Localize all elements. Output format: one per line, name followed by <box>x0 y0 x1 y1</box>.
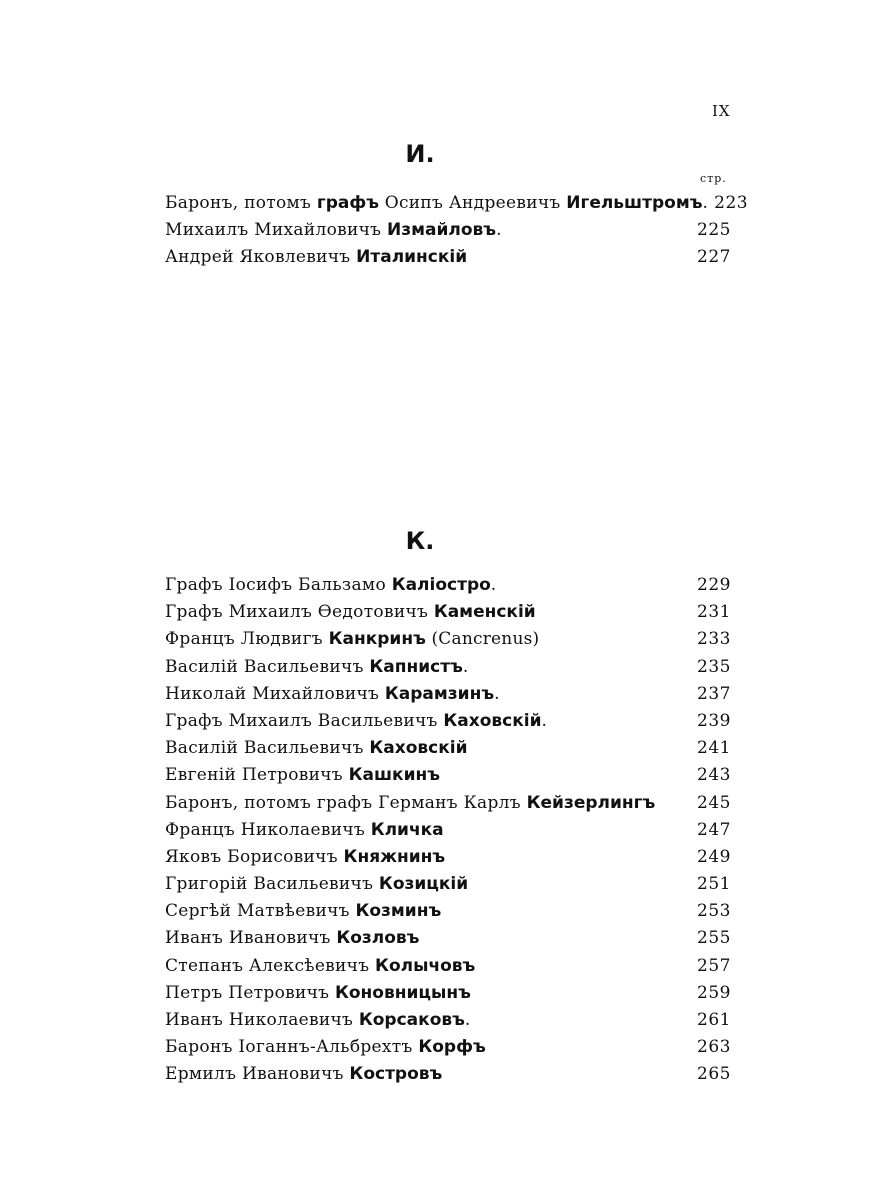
entry-surname: Игельштромъ <box>566 193 703 213</box>
entry-surname: Карамзинъ <box>384 683 495 704</box>
toc-entry-page: 257 <box>697 955 731 976</box>
toc-entry-page: 251 <box>697 874 731 895</box>
entry-suffix: . <box>496 220 502 241</box>
toc-entry-name <box>165 847 691 867</box>
entry-surname: Костровъ <box>349 1064 443 1085</box>
entry-suffix: . <box>702 193 709 213</box>
toc-entry-name <box>165 928 691 948</box>
toc-entry-page: 259 <box>697 982 731 1003</box>
section-heading-i: И. <box>405 140 435 168</box>
entry-given-names: Петръ Петровичъ <box>165 982 335 1003</box>
entry-given-names: Николай Михайловичъ <box>165 683 385 704</box>
toc-entry <box>165 711 731 738</box>
toc-entry-name <box>165 1064 691 1084</box>
toc-entry <box>165 901 731 928</box>
toc-entry-page: 225 <box>697 220 731 241</box>
toc-entry-page: 231 <box>697 602 731 623</box>
entry-suffix: . <box>462 656 469 677</box>
entry-suffix: . <box>541 710 548 731</box>
toc-entry-name <box>165 738 691 758</box>
entry-given-names: Василій Васильевичъ <box>165 738 370 759</box>
toc-entry <box>165 575 731 602</box>
toc-entry <box>165 820 731 847</box>
entry-surname: Колычовъ <box>375 955 476 976</box>
toc-entry <box>165 874 731 901</box>
entry-surname: Каменскій <box>433 602 536 623</box>
entry-surname: Каліостро <box>391 575 491 595</box>
toc-entry-name <box>165 765 691 785</box>
entry-given-names: Осипъ Андреевичъ <box>379 193 567 213</box>
toc-entry <box>165 602 731 629</box>
toc-entry <box>165 1064 731 1091</box>
entry-surname: Коновницынъ <box>334 982 471 1003</box>
toc-entry-name <box>165 220 691 240</box>
entry-given-names: Баронъ, потомъ графъ Германъ Карлъ <box>165 792 527 813</box>
toc-entry-name <box>165 956 691 976</box>
toc-entry-page: 263 <box>697 1037 731 1058</box>
toc-entry-page: 227 <box>697 247 731 268</box>
entry-given-names: Францъ Николаевичъ <box>165 819 371 840</box>
toc-entry-name <box>165 684 691 704</box>
toc-entry-page: 249 <box>697 846 731 867</box>
entry-surname: Кличка <box>370 819 444 840</box>
toc-entry <box>165 629 731 656</box>
entry-given-names: Григорій Васильевичъ <box>165 874 379 895</box>
toc-entry-page: 241 <box>697 738 731 759</box>
toc-entry-page: 223 <box>714 193 749 213</box>
toc-entry-name <box>165 901 691 921</box>
toc-entry <box>165 928 731 955</box>
toc-list-k <box>165 575 731 1092</box>
entry-surname: Козминъ <box>355 901 442 922</box>
toc-entry-page: 229 <box>697 575 731 595</box>
entry-given-names: Францъ Людвигъ <box>165 629 329 650</box>
page-column-label: стр. <box>700 172 727 185</box>
toc-list-i <box>165 193 749 275</box>
toc-entry <box>165 1037 731 1064</box>
toc-entry-page: 261 <box>697 1010 731 1030</box>
entry-given-names: Иванъ Ивановичъ <box>165 928 337 949</box>
entry-given-names: Иванъ Николаевичъ <box>165 1010 359 1030</box>
toc-entry-name <box>165 711 691 731</box>
toc-entry <box>165 847 731 874</box>
entry-surname: Княжнинъ <box>343 846 446 867</box>
toc-entry <box>165 247 731 274</box>
entry-suffix: . <box>464 1010 471 1030</box>
entry-surname: Корсаковъ <box>358 1010 465 1030</box>
entry-suffix: (Cancrenus) <box>425 629 540 650</box>
toc-entry <box>165 220 731 247</box>
entry-surname: Козицкій <box>378 874 469 895</box>
toc-entry-name <box>165 1037 691 1057</box>
entry-given-names: Сергѣй Матвѣевичъ <box>165 901 356 922</box>
toc-entry-name <box>165 629 691 649</box>
toc-entry-page: 235 <box>697 656 731 677</box>
toc-entry <box>165 793 731 820</box>
toc-entry-name <box>165 193 708 213</box>
toc-entry-page: 237 <box>697 683 731 704</box>
toc-entry-name <box>165 657 691 677</box>
toc-entry-name <box>165 874 691 894</box>
entry-suffix: . <box>490 575 497 595</box>
entry-surname: Италинскій <box>356 247 468 268</box>
toc-entry-page: 247 <box>697 819 731 840</box>
entry-given-names: Степанъ Алексѣевичъ <box>165 955 376 976</box>
toc-entry-name <box>165 602 691 622</box>
entry-surname: Корфъ <box>418 1037 486 1058</box>
toc-entry <box>165 684 731 711</box>
entry-given-names: Баронъ Іоганнъ-Альбрехтъ <box>165 1037 419 1058</box>
entry-given-names: Графъ Михаилъ Васильевичъ <box>165 710 444 731</box>
toc-entry <box>165 983 731 1010</box>
entry-suffix: . <box>494 683 500 704</box>
toc-entry-name <box>165 983 691 1003</box>
entry-prefix: Баронъ, потомъ <box>165 193 317 213</box>
entry-surname: Кашкинъ <box>348 765 441 786</box>
entry-given-names: Василій Васильевичъ <box>165 656 370 677</box>
entry-surname: Кейзерлингъ <box>526 792 656 813</box>
toc-entry <box>165 657 731 684</box>
entry-surname: Измайловъ <box>387 220 497 241</box>
toc-entry-name <box>165 1010 691 1030</box>
entry-given-names: Графъ Михаилъ Өедотовичъ <box>165 602 434 623</box>
entry-surname: Каховскій <box>443 710 542 731</box>
entry-given-names: Евгеній Петровичъ <box>165 765 349 786</box>
toc-entry-name <box>165 793 691 813</box>
toc-entry-page: 233 <box>697 629 731 650</box>
entry-given-names: Графъ Іосифъ Бальзамо <box>165 575 392 595</box>
entry-given-names: Андрей Яковлевичъ <box>165 247 357 268</box>
toc-entry <box>165 956 731 983</box>
toc-entry-name <box>165 820 691 840</box>
entry-title-rank: графъ <box>316 193 380 213</box>
toc-entry-page: 243 <box>697 765 731 786</box>
toc-entry-page: 253 <box>697 901 731 922</box>
entry-given-names: Яковъ Борисовичъ <box>165 846 344 867</box>
page-number: IX <box>712 102 731 120</box>
toc-entry <box>165 765 731 792</box>
toc-entry <box>165 738 731 765</box>
toc-entry <box>165 193 749 220</box>
toc-entry-page: 265 <box>697 1064 731 1085</box>
toc-entry-page: 255 <box>697 928 731 949</box>
toc-entry-name <box>165 575 691 595</box>
entry-given-names: Ермилъ Ивановичъ <box>165 1064 350 1085</box>
entry-surname: Каховскій <box>369 738 468 759</box>
section-heading-k: К. <box>405 527 435 555</box>
toc-entry-name <box>165 247 691 267</box>
toc-entry <box>165 1010 731 1037</box>
toc-entry-page: 245 <box>697 792 731 813</box>
entry-surname: Козловъ <box>336 928 420 949</box>
entry-surname: Канкринъ <box>328 629 426 650</box>
toc-entry-page: 239 <box>697 710 731 731</box>
entry-surname: Капнистъ <box>369 656 463 677</box>
entry-given-names: Михаилъ Михайловичъ <box>165 220 387 241</box>
